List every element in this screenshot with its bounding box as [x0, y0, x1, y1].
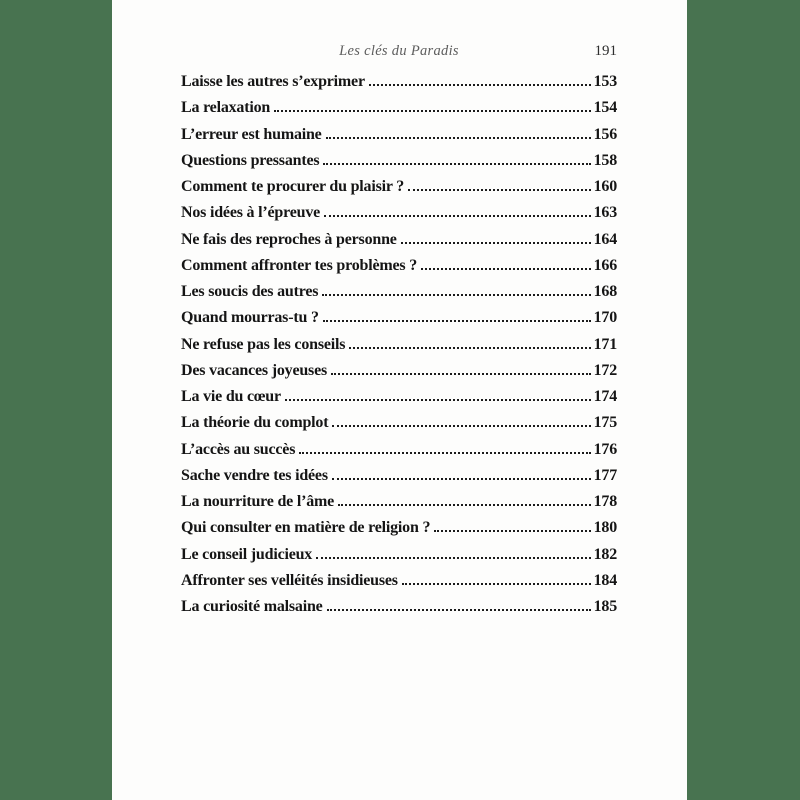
toc-entry — [181, 358, 617, 384]
toc-entry — [181, 568, 617, 594]
dotted-leader — [332, 478, 591, 480]
toc-entry — [181, 227, 617, 253]
dotted-leader — [369, 84, 591, 86]
dotted-leader — [349, 347, 590, 349]
toc-entry-title: Nos idées à l’épreuve — [181, 204, 321, 222]
toc-entry — [181, 69, 617, 95]
toc-entry-title: Le conseil judicieux — [181, 545, 313, 563]
dotted-leader — [402, 583, 591, 585]
toc-entry-page: 153 — [593, 73, 617, 90]
toc-entry — [181, 594, 617, 620]
toc-entry-page: 156 — [593, 125, 617, 143]
toc-entry-page: 160 — [593, 178, 617, 195]
dotted-leader — [316, 557, 590, 559]
book-page — [112, 0, 687, 800]
toc-entry-page: 182 — [593, 545, 617, 563]
toc-entry — [181, 279, 617, 305]
dotted-leader — [323, 320, 591, 322]
toc-entry-title: La relaxation — [181, 99, 271, 117]
dotted-leader — [326, 137, 591, 139]
toc-entry-title: Comment te procurer du plaisir ? — [181, 178, 405, 195]
dotted-leader — [274, 110, 590, 112]
toc-entry-title: Les soucis des autres — [181, 283, 319, 300]
toc-entry-page: 185 — [593, 598, 617, 615]
toc-entry-page: 184 — [593, 571, 617, 589]
running-title: Les clés du Paradis — [339, 43, 459, 59]
toc-entry-title: Questions pressantes — [181, 151, 320, 169]
dotted-leader — [327, 609, 591, 611]
header-page-number: 191 — [594, 43, 617, 59]
toc-entry-title: Comment affronter tes problèmes ? — [181, 256, 418, 274]
toc-entry — [181, 463, 617, 489]
toc-entry-page: 175 — [593, 414, 617, 432]
dotted-leader — [338, 504, 591, 506]
toc-entry-title: Ne fais des reproches à personne — [181, 230, 397, 248]
toc-entry — [181, 437, 617, 463]
toc-entry-title: Des vacances joyeuses — [181, 361, 327, 379]
toc-entry — [181, 332, 617, 358]
dotted-leader — [401, 242, 591, 244]
toc-entry-title: Affronter ses velléités insidieuses — [181, 571, 398, 589]
dotted-leader — [434, 530, 590, 532]
toc-entry-page: 178 — [593, 493, 617, 510]
toc-entry — [181, 200, 617, 226]
dotted-leader — [324, 215, 591, 217]
toc-entry-title: Laisse les autres s’exprimer — [181, 73, 365, 90]
toc-entry — [181, 305, 617, 331]
toc-entry — [181, 384, 617, 410]
toc-entry-page: 174 — [593, 388, 617, 405]
toc-entry — [181, 122, 617, 148]
toc-entry-title: Quand mourras-tu ? — [181, 309, 319, 327]
toc-entry-page: 163 — [593, 204, 617, 222]
toc-entry-title: La curiosité malsaine — [181, 598, 323, 615]
dotted-leader — [322, 294, 590, 296]
toc-entry — [181, 174, 617, 200]
toc-entry-title: Sache vendre tes idées — [181, 466, 328, 484]
toc-entry-title: L’erreur est humaine — [181, 125, 322, 143]
dotted-leader — [331, 373, 591, 375]
toc-entry — [181, 148, 617, 174]
toc-entry-title: La vie du cœur — [181, 388, 281, 405]
toc-entry-page: 168 — [593, 283, 617, 300]
toc-entry — [181, 515, 617, 541]
toc-entry — [181, 542, 617, 568]
toc-entry-page: 164 — [593, 230, 617, 248]
toc-entry-page: 158 — [593, 151, 617, 169]
toc-entry-title: La nourriture de l’âme — [181, 493, 335, 510]
toc-entry-title: La théorie du complot — [181, 414, 329, 432]
dotted-leader — [299, 452, 590, 454]
dotted-leader — [323, 163, 590, 165]
dotted-leader — [285, 399, 591, 401]
page-header — [181, 43, 617, 63]
toc-entry-page: 172 — [593, 361, 617, 379]
toc-entry-title: Qui consulter en matière de religion ? — [181, 519, 431, 537]
toc-entry-title: Ne refuse pas les conseils — [181, 335, 346, 353]
toc-entry — [181, 253, 617, 279]
toc-entry-page: 154 — [593, 99, 617, 117]
dotted-leader — [421, 268, 591, 270]
toc-entry-page: 170 — [593, 309, 617, 327]
toc-entry-page: 171 — [593, 335, 617, 353]
toc-entry — [181, 410, 617, 436]
toc-entry — [181, 95, 617, 121]
toc-entry-title: L’accès au succès — [181, 440, 296, 458]
toc-list — [181, 69, 617, 620]
dotted-leader — [332, 425, 590, 427]
toc-entry-page: 180 — [593, 519, 617, 537]
dotted-leader — [408, 189, 591, 191]
toc-entry-page: 166 — [593, 256, 617, 274]
toc-entry-page: 177 — [593, 466, 617, 484]
toc-entry — [181, 489, 617, 515]
toc-entry-page: 176 — [593, 440, 617, 458]
